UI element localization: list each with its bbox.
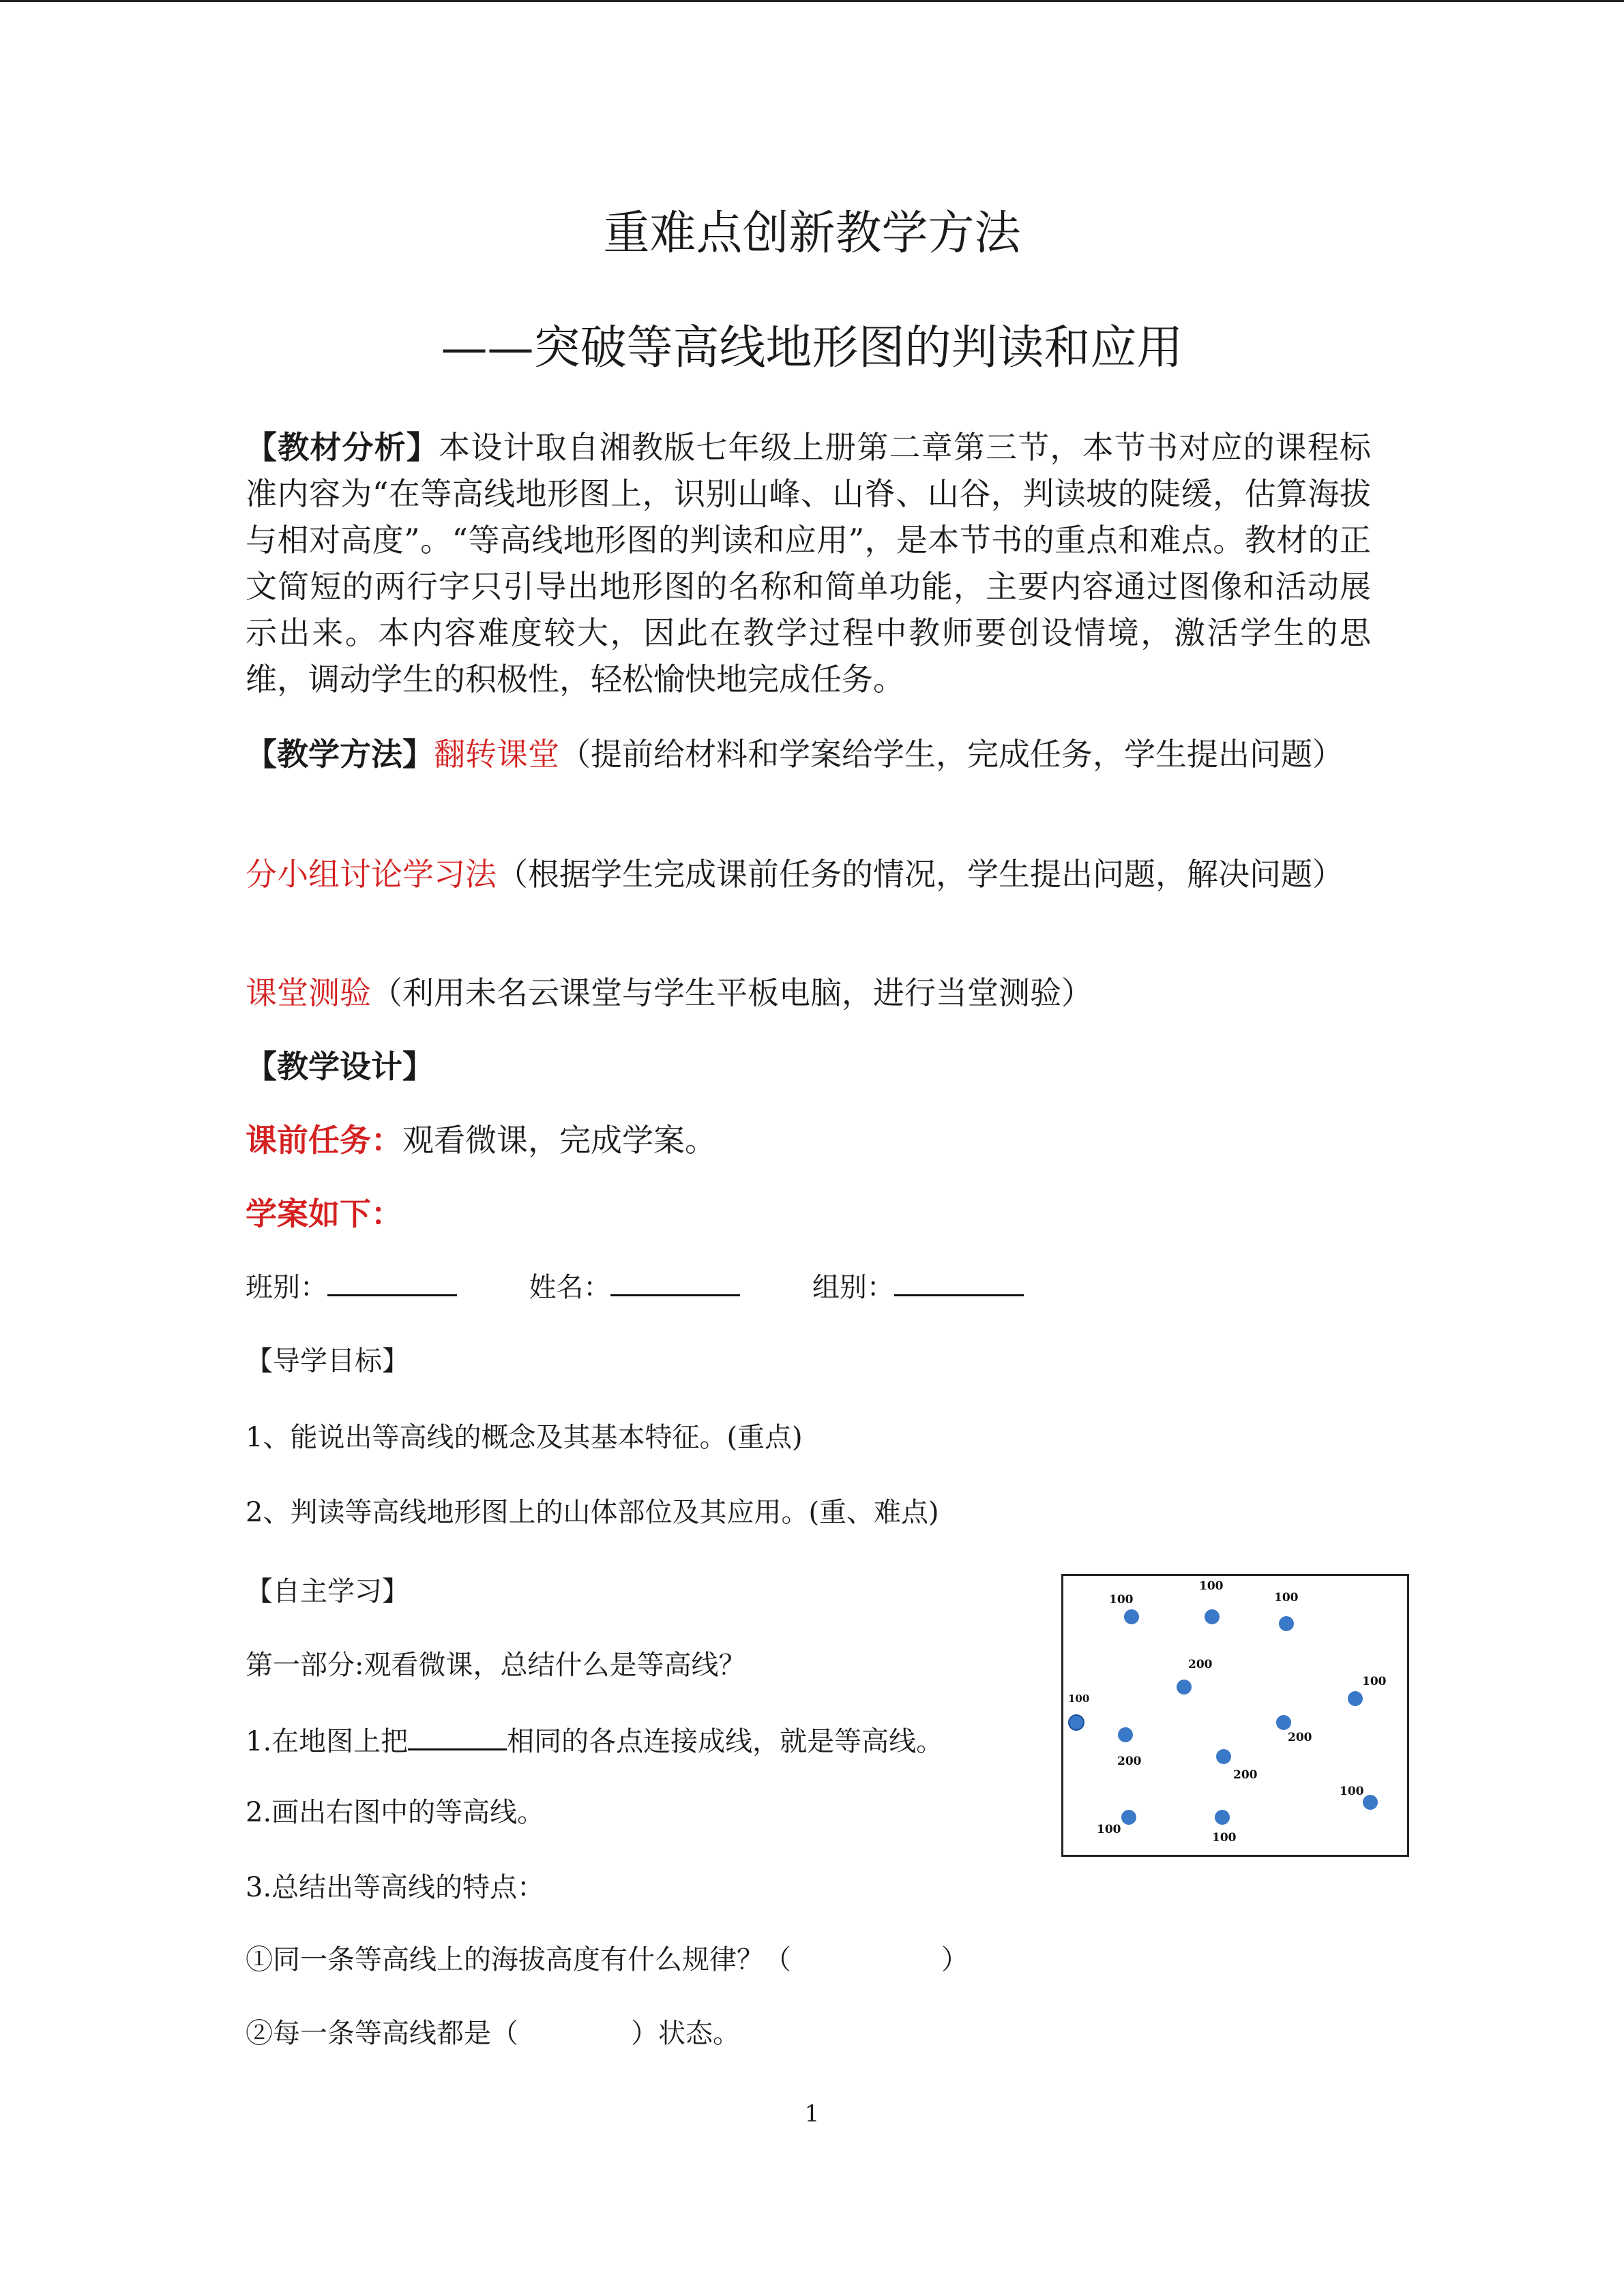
group-blank[interactable] [894,1267,1024,1296]
elevation-label: 200 [1233,1768,1258,1782]
question-1-blank[interactable] [408,1721,507,1750]
method-group-discussion [246,851,1371,897]
question-1-post: 相同的各点连接成线，就是等高线。 [507,1726,944,1757]
map-frame [1063,1575,1408,1856]
guide-goal-2: 2、判读等高线地形图上的山体部位及其应用。(重、难点) [246,1497,939,1528]
elevation-point [1363,1795,1378,1810]
pre-class-task [246,1117,1371,1163]
guide-goal-1: 1、能说出等高线的概念及其基本特征。(重点) [246,1422,803,1453]
elevation-label: 100 [1097,1823,1121,1836]
name-label: 姓名： [529,1272,611,1303]
elevation-point [1216,1749,1231,1764]
page-top-border [0,0,1624,2]
elevation-point [1205,1609,1220,1624]
elevation-label: 200 [1188,1658,1213,1671]
name-blank[interactable] [610,1267,740,1296]
elevation-label: 200 [1117,1755,1142,1768]
elevation-point [1069,1715,1084,1730]
method-desc: （根据学生完成课前任务的情况，学生提出问题，解决问题） [497,856,1344,893]
method-class-quiz [246,970,1371,1016]
pre-task-colon: ： [371,1122,402,1159]
method-flipped-classroom [246,731,1371,777]
material-analysis-text: 本设计取自湘教版七年级上册第二章第三节，本节书对应的课程标准内容为“在等高线地形图上，识别山峰、山脊、山谷，判读坡的陡缓，估算海拔与相对高度”。“等高线地形图的判读和应用”，是本节书的重点和难点。教材的正文简短的两行字只引导出地形图的名称和简单功能，主要内容通过图像和活动展示出来。本内容难度较大，因此在教学过程中教师要创设情境，激活学生的思维，调动学生的积极性，轻松愉快地完成任务。 [246,429,1372,698]
elevation-point [1118,1727,1133,1742]
class-blank[interactable] [327,1267,457,1296]
guide-goals-heading: 【导学目标】 [246,1345,409,1377]
page-title: 重难点创新教学方法 [603,207,1021,260]
question-2: 2.画出右图中的等高线。 [246,1797,545,1828]
elevation-point [1279,1616,1294,1631]
info-fields-row [246,1267,1024,1307]
elevation-dot-map [1061,1574,1409,1857]
class-label: 班别： [246,1272,327,1303]
elevation-point [1177,1680,1192,1695]
page-number: 1 [804,2100,820,2128]
elevation-point [1276,1715,1291,1730]
elevation-point [1124,1609,1139,1624]
question-3b-post: ）状态。 [631,2018,740,2049]
question-3b [246,2014,740,2053]
elevation-label: 100 [1212,1831,1237,1845]
elevation-label: 100 [1340,1785,1364,1798]
teaching-design-heading: 【教学设计】 [246,1048,434,1085]
elevation-label: 100 [1199,1579,1224,1593]
method-name: 翻转课堂 [434,736,559,773]
question-3b-pre: ②每一条等高线都是（ [246,2018,518,2049]
self-study-heading: 【自主学习】 [246,1576,409,1607]
elevation-label: 200 [1288,1731,1312,1744]
method-desc: （利用未名云课堂与学生平板电脑，进行当堂测验） [371,974,1093,1011]
question-3: 3.总结出等高线的特点： [246,1872,545,1903]
question-3a [246,1941,969,1979]
elevation-point [1121,1810,1136,1825]
methods-label: 【教学方法】 [246,736,434,773]
elevation-label: 100 [1274,1591,1299,1605]
elevation-label: 100 [1362,1675,1387,1688]
pre-task-text: 观看微课，完成学案。 [402,1122,716,1159]
method-desc: （提前给材料和学案给学生，完成任务，学生提出问题） [559,736,1344,773]
material-analysis-label: 【教材分析】 [246,429,439,466]
question-1 [246,1721,943,1761]
page-subtitle: ——突破等高线地形图的判读和应用 [441,321,1183,375]
part1-question: 第一部分:观看微课，总结什么是等高线？ [246,1650,746,1681]
group-label: 组别： [812,1272,894,1303]
worksheet-heading: 学案如下： [246,1195,402,1232]
question-3a-post: ） [941,1944,969,1976]
method-name: 课堂测验 [246,974,371,1011]
elevation-label: 100 [1109,1593,1134,1607]
question-1-pre: 1.在地图上把 [246,1726,409,1757]
elevation-label: 100 [1068,1693,1090,1705]
method-name: 分小组讨论学习法 [246,856,497,893]
question-3a-pre: ①同一条等高线上的海拔高度有什么规律？（ [246,1944,791,1976]
elevation-point [1215,1810,1230,1825]
pre-task-label: 课前任务 [246,1122,371,1159]
elevation-point [1348,1691,1363,1706]
material-analysis-paragraph [246,424,1371,702]
